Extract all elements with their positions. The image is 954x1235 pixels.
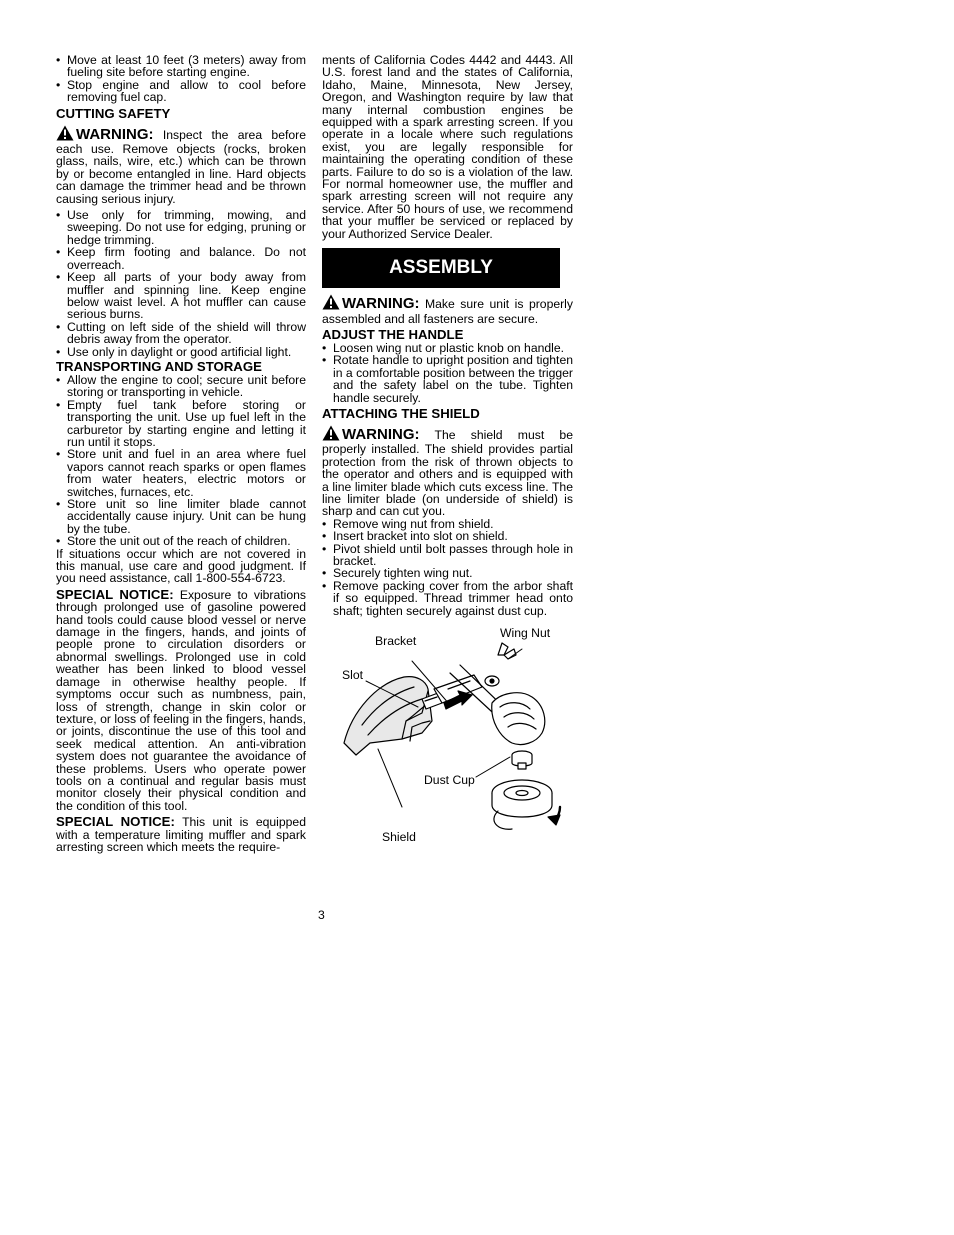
transport-bullet-list: [56, 374, 306, 548]
warning-label: WARNING:: [76, 125, 154, 143]
left-column: [56, 54, 306, 853]
shield-assembly-figure: [322, 621, 573, 849]
assembly-warning: [322, 294, 573, 325]
list-item: • Keep firm footing and balance. Do not overreach.: [56, 246, 306, 271]
wing-nut-label: Wing Nut: [500, 626, 551, 641]
list-item: • Keep all parts of your body away from muffler and spinning line. Keep engine below waist level. A hot muffler can cause serious burns.: [56, 271, 306, 321]
cutting-bullet-list: [56, 209, 306, 358]
right-column: [322, 54, 573, 849]
list-item: • Loosen wing nut or plastic knob on handle.: [322, 342, 573, 354]
assistance-note: If situations occur which are not covered in this manual, use care and good judgment. If you need assistance, call 1-800-554-6723.: [56, 546, 306, 586]
adjust-handle-heading: ADJUST THE HANDLE: [322, 326, 464, 342]
continued-text: ments of California Codes 4442 and 4443. All U.S. forest land and the states of California, Idaho, Maine, Minnesota, New Jersey, Oregon, and Washington require by law that many internal combustion engines be equipped with a spark arresting screen. If you operate in a locale where such regulations exist, you are legally responsible for maintaining the operating condition of these parts. Failure to do so is a violation of the law. For normal homeowner use, the muffler and spark arresting screen will not require any service. After 50 hours of use, we recommend that your muffler be serviced or replaced by your Authorized Service Dealer.: [322, 53, 573, 241]
fuel-bullet-list: [56, 54, 306, 104]
special-notice-muffler: [56, 816, 306, 853]
list-item: • Use only for trimming, mowing, and sweeping. Do not use for edging, pruning or hedge trimming.: [56, 209, 306, 246]
list-item: • Store unit and fuel in an area where fuel vapors cannot reach sparks or open flames from water heaters, electric motors or switches, furnaces, etc.: [56, 448, 306, 498]
assembly-banner: ASSEMBLY: [322, 248, 560, 288]
list-item: • Move at least 10 feet (3 meters) away from fueling site before starting engine.: [56, 54, 306, 79]
handle-bullet-list: [322, 342, 573, 404]
shield-warning: [322, 425, 573, 518]
list-item: • Cutting on left side of the shield will throw debris away from the operator.: [56, 321, 306, 346]
list-item: • Use only in daylight or good artificial light.: [56, 346, 306, 358]
warning-text: Make sure unit is properly assembled and all fasteners are secure.: [322, 297, 573, 326]
cutting-warning: [56, 125, 306, 205]
slot-label: Slot: [342, 668, 364, 683]
special-notice-text: Exposure to vibrations through prolonged use of gasoline powered hand tools could cause blood vessel or nerve damage in the fingers, hands, and joints of people prone to circulation disorders or abnormal swellings. Prolonged use in cold weather has been linked to blood vessel damage in otherwise healthy people. If symptoms occur such as numbness, pain, loss of strength, change in skin color or texture, or loss of feeling in the fingers, hands, or joints, discontinue the use of this tool and seek medical attention. An anti-vibration system does not guarantee the avoidance of these problems. Users who operate power tools on a continual and regular basis must monitor closely their physical condition and the condition of this tool.: [56, 587, 307, 813]
list-item: • Remove wing nut from shield.: [322, 518, 573, 530]
special-notice-text: This unit is equipped with a temperature limiting muffler and spark arresting screen which meets the require-: [56, 815, 306, 854]
transporting-heading: TRANSPORTING AND STORAGE: [56, 358, 262, 374]
list-item: • Store unit so line limiter blade cannot accidentally cause injury. Unit can be hung by the tube.: [56, 498, 306, 535]
list-item: • Remove packing cover from the arbor shaft if so equipped. Thread trimmer head onto shaft; tighten securely against dust cup.: [322, 580, 573, 617]
list-item: • Pivot shield until bolt passes through hole in bracket.: [322, 543, 573, 568]
warning-triangle-icon: [322, 425, 340, 443]
attaching-shield-heading: ATTACHING THE SHIELD: [322, 405, 480, 421]
warning-text: Inspect the area before each use. Remove objects (rocks, broken glass, nails, wire, etc.) which can be thrown by or become entangled in line. Hard objects can damage the trimmer head and be thrown causing serious injury.: [56, 127, 306, 206]
list-item: • Allow the engine to cool; secure unit before storing or transporting in vehicle.: [56, 374, 306, 399]
shield-assembly-drawing: [322, 621, 573, 849]
list-item: • Stop engine and allow to cool before removing fuel cap.: [56, 79, 306, 104]
dust-cup-label: Dust Cup: [424, 773, 475, 788]
list-item: • Store the unit out of the reach of children.: [56, 535, 306, 547]
bracket-label: Bracket: [375, 634, 417, 649]
list-item: • Insert bracket into slot on shield.: [322, 530, 573, 542]
shield-bullet-list: [322, 518, 573, 617]
special-notice-label: SPECIAL NOTICE:: [56, 586, 174, 602]
warning-triangle-icon: [56, 125, 74, 143]
warning-text: The shield must be properly installed. The shield provides partial protection from the risk of thrown objects to the operator and others and is equipped with a line limiter blade which cuts excess line. The line limiter blade (on underside of shield) is sharp and can cut you.: [322, 427, 573, 519]
list-item: • Securely tighten wing nut.: [322, 567, 573, 579]
special-notice-label: SPECIAL NOTICE:: [56, 814, 175, 830]
warning-triangle-icon: [322, 294, 340, 312]
page-number: 3: [318, 908, 325, 922]
cutting-safety-heading: CUTTING SAFETY: [56, 105, 171, 121]
special-notice-vibration: [56, 586, 307, 813]
shield-label: Shield: [382, 830, 416, 845]
warning-label: WARNING:: [342, 295, 420, 313]
list-item: • Empty fuel tank before storing or transporting the unit. Use up fuel left in the carburetor by starting engine and letting it run until it stops.: [56, 399, 306, 449]
warning-label: WARNING:: [342, 425, 420, 443]
list-item: • Rotate handle to upright position and tighten in a comfortable position between the trigger and the safety label on the tube. Tighten handle securely.: [322, 354, 573, 404]
